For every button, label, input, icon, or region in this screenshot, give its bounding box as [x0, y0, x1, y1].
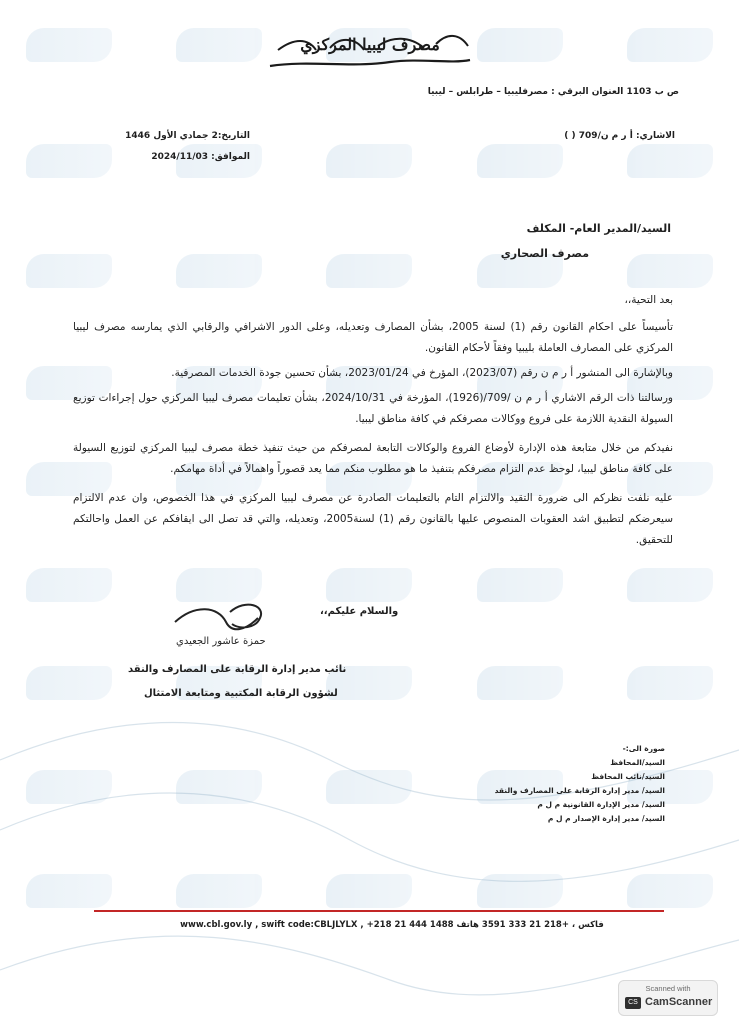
body-paragraph-1: تأسيساً على احكام القانون رقم (1) لسنة 2005، بشأن المصارف وتعديله، وعلى الدور الاشرافي والرقابي الذي يمارسه مصرف ليبيا المركزي على المصارف العاملة بليبيا وفقاً لأحكام القانون.	[73, 321, 673, 354]
cc-title: صورة الى:-	[622, 744, 665, 753]
body-paragraph-4: نفيدكم من خلال متابعة هذه الإدارة لأوضاع الفروع والوكالات التابعة لمصرفكم من حيث تنفيذ خطة مصرف ليبيا المركزي لتوزيع السيولة على كافة مناطق ليبيا، لوحظ عدم التزام مصرفكم بتنفيذ ما هو مطلوب منكم مما يعد قصوراً واهمالاً في أداة مهامكم.	[73, 442, 673, 475]
footer-contact: www.cbl.gov.ly , swift code:CBLJLYLX , +218 21 444 1488 فاكس ، +218 21 333 3591 هاتف	[180, 920, 604, 930]
closing: والسلام عليكم،،	[320, 606, 399, 617]
greeting: بعد التحية،،	[624, 294, 673, 306]
cc-item: السيد/نائب المحافظ	[591, 772, 665, 781]
signatory-name: حمزة عاشور الجعيدي	[176, 636, 266, 647]
header-address: ص ب 1103 العنوان البرقي : مصرفليبيا – طرابلس – ليبيا	[427, 87, 679, 97]
cc-item: السيد/المحافظ	[610, 758, 665, 767]
recipient-bank: مصرف الصحاري	[500, 247, 589, 260]
recipient-title: السيد/المدير العام- المكلف	[526, 222, 671, 235]
cc-item: السيد/ مدير إدارة الرقابة على المصارف والنقد	[494, 786, 665, 795]
reference-number: الاشاري: أ ر م ن/709 ( )	[564, 131, 675, 141]
body-paragraph-2: وبالإشارة الى المنشور أ ر م ن رقم (2023/07)، المؤرخ في 2023/01/24، بشأن تحسين جودة الخدمات المصرفية.	[171, 367, 673, 379]
body-paragraph-3: ورسالتنا ذات الرقم الاشاري أ ر م ن /709/(1926)، المؤرخة في 2024/10/31، بشأن تعليمات مصرف ليبيا المركزي حول إجراءات توزيع السيولة النقدية اللازمة على فروع ووكالات مصرفكم في كافة مناطق ليبيا.	[73, 392, 673, 425]
camscanner-icon: CS	[625, 997, 641, 1009]
signatory-role-1: نائب مدير إدارة الرقابة على المصارف والنقد	[128, 664, 347, 675]
cc-item: السيد/ مدير الإدارة القانونية م ل م	[537, 800, 665, 809]
cc-list	[495, 742, 665, 826]
date-gregorian: الموافق: 2024/11/03	[151, 152, 250, 162]
letter-body	[73, 290, 673, 551]
footer-divider	[94, 910, 664, 912]
scanner-name: CamScanner	[645, 996, 713, 1008]
scanner-caption: Scanned with	[645, 984, 691, 993]
body-paragraph-5: عليه نلفت نظركم الى ضرورة التقيد والالتزام التام بالتعليمات الصادرة عن مصرف ليبيا المركزي في هذا الخصوص، وان عدم الالتزام سيعرضكم لتطبيق اشد العقوبات المنصوص عليها بالقانون رقم (1) لسنة2005، وتعديله، والتي قد تصل الى ايقافكم عن العمل واحالتكم للتحقيق.	[73, 492, 673, 546]
camscanner-badge	[618, 980, 718, 1016]
cc-item: السيد/ مدير إدارة الإصدار م ل م	[547, 814, 665, 823]
svg-text:مصرف ليبيا المركزي: مصرف ليبيا المركزي	[300, 35, 440, 54]
bank-logo	[260, 20, 480, 82]
decorative-waves	[0, 690, 739, 1024]
date-hijri: التاريخ:2 جمادي الأول 1446	[125, 131, 250, 141]
signatory-role-2: لشؤون الرقابة المكتبية ومتابعة الامتثال	[144, 688, 338, 699]
signature-graphic	[170, 600, 280, 640]
